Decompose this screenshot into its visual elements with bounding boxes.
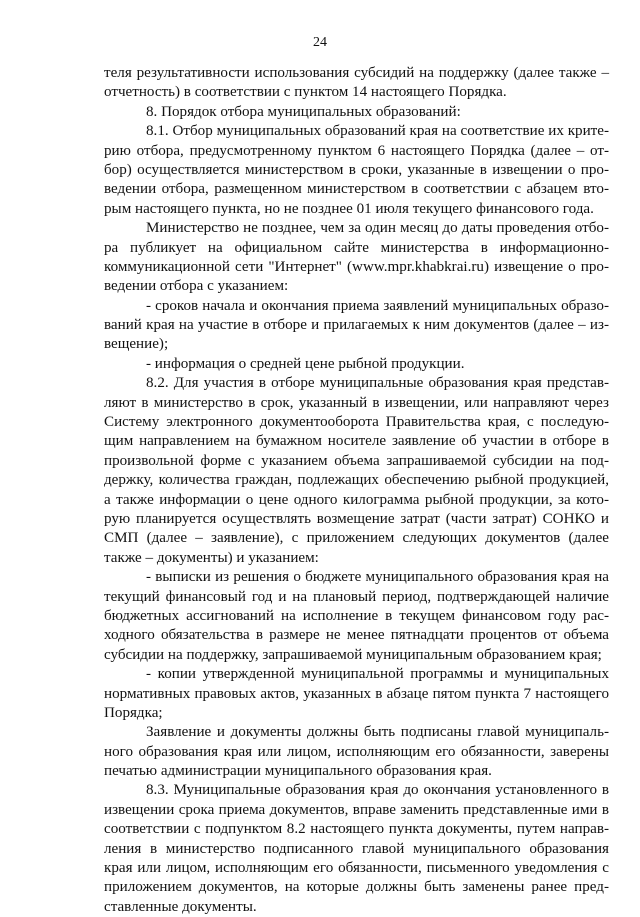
text-line: ставленные документы. <box>104 898 257 915</box>
text-line: ления в министерство подписанного главой муниципального образования <box>104 840 609 857</box>
text-line: - выписки из решения о бюджете муниципального образования края на <box>146 569 609 586</box>
text-line: ваний края на участие в отборе и прилагаемых к ним документов (далее – из- <box>104 317 609 334</box>
text-line: вещение); <box>104 336 169 353</box>
text-line: рию отбора, предусмотренному пунктом 6 настоящего Порядка (далее – от- <box>104 142 609 159</box>
text-line: теля результативности использования субсидий на поддержку (далее также – <box>104 65 609 81</box>
text-line: рую планируется осуществлять возмещение затрат (части затрат) СОНКО и <box>104 510 609 527</box>
text-line: произвольной форме с указанием объема запрашиваемой субсидии на под- <box>104 452 609 469</box>
text-line: 8.2. Для участия в отборе муниципальные образования края представ- <box>146 375 609 392</box>
text-line: коммуникационной сети "Интернет" (www.mpr.khabkrai.ru) извещение о про- <box>104 258 609 275</box>
text-line: приложением документов, на которые должны быть заменены ранее пред- <box>104 879 609 896</box>
text-line: - копии утвержденной муниципальной программы и муниципальных <box>146 666 609 683</box>
text-line: 8.1. Отбор муниципальных образований края на соответствие их крите- <box>146 123 609 140</box>
text-line: - информация о средней цене рыбной продукции. <box>146 355 465 372</box>
text-line: текущий финансовый год и на плановый период, подтверждающей наличие <box>104 588 609 605</box>
text-line: - сроков начала и окончания приема заявлений муниципальных образо- <box>146 297 609 314</box>
text-line: ляют в министерство в срок, указанный в извещении, или направляют через <box>104 394 609 411</box>
text-line: также – документы) и указанием: <box>104 549 319 566</box>
text-line: Заявление и документы должны быть подписаны главой муниципаль- <box>146 724 609 741</box>
text-line: ра публикует на официальном сайте министерства в информационно- <box>104 239 609 256</box>
body-text <box>104 64 609 917</box>
text-line: ведении отбора, размещенном министерством в соответствии с абзацем вто- <box>104 181 609 198</box>
text-line: субсидии на поддержку, запрашиваемой муниципальным образованием края; <box>104 646 602 663</box>
text-line: 8. Порядок отбора муниципальных образований: <box>146 103 461 120</box>
text-line: отчетность) в соответствии с пунктом 14 настоящего Порядка. <box>104 84 507 101</box>
text-line: Систему электронного документооборота Правительства края, с последую- <box>104 414 609 431</box>
text-line: Министерство не позднее, чем за один месяц до даты проведения отбо- <box>146 220 609 237</box>
text-line: нормативных правовых актов, указанных в абзаце пятом пункта 7 настоящего <box>104 685 609 702</box>
text-line: рым настоящего пункта, но не позднее 01 июля текущего финансового года. <box>104 200 594 217</box>
text-line: печатью администрации муниципального образования края. <box>104 763 492 780</box>
text-line: извещении срока приема документов, вправе заменить представленные ими в <box>104 801 609 818</box>
text-line: бюджетных ассигнований на исполнение в текущем финансовом году рас- <box>104 607 609 624</box>
text-line: Порядка; <box>104 704 163 721</box>
text-line: ведении отбора с указанием: <box>104 278 289 295</box>
text-line: СМП (далее – заявление), с приложением следующих документов (далее <box>104 530 609 547</box>
text-line: бор) осуществляется министерством в сроки, указанные в извещении о про- <box>104 161 609 178</box>
text-line: соответствии с подпунктом 8.2 настоящего пункта документы, путем направ- <box>104 821 609 838</box>
text-line: края или лицом, исполняющим его обязанности, письменного уведомления с <box>104 860 609 877</box>
page-number: 24 <box>313 35 327 50</box>
text-line: щим направлением на бумажном носителе заявление об участии в отборе в <box>104 433 609 450</box>
text-line: ного образования края или лицом, исполняющим его обязанности, заверены <box>104 743 609 760</box>
text-line: а также информации о цене одного килограмма рыбной продукции, за кото- <box>104 491 609 508</box>
text-line: 8.3. Муниципальные образования края до окончания установленного в <box>146 782 609 799</box>
text-line: ходного обязательства в размере не менее пятнадцати процентов от объема <box>104 627 609 644</box>
text-line: держку, количества граждан, подлежащих обеспечению рыбной продукцией, <box>104 472 609 489</box>
